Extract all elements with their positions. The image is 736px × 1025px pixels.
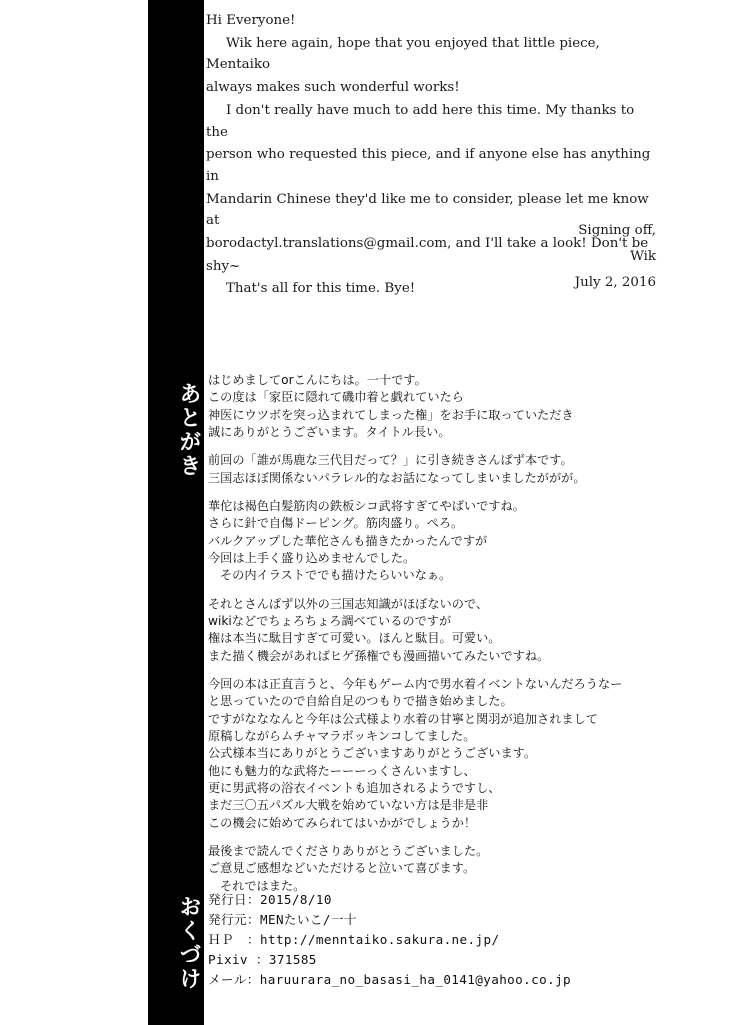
colophon-value: 2015/8/10 <box>259 892 332 907</box>
afterword-paragraph <box>208 372 708 441</box>
signoff-author: Wik <box>630 249 656 265</box>
afterword-line: それではまた。 <box>220 878 306 893</box>
afterword-line: また描く機会があればヒゲ孫権でも漫画描いてみたいですね。 <box>208 648 550 663</box>
afterword-line: 今回の本は正直言うと、今年もゲーム内で男水着イベントないんだろうなー <box>208 676 623 691</box>
letter-line: I don't really have much to add here this time. My thanks to the <box>206 102 635 140</box>
afterword-line: その内イラストででも描けたらいいなぁ。 <box>220 568 452 583</box>
colophon-label: メール： <box>208 971 260 987</box>
afterword-line: 誠にありがとうございます。タイトル長い。 <box>208 424 451 439</box>
letter-line: always makes such wonderful works! <box>206 80 460 96</box>
afterword-paragraph <box>208 596 708 665</box>
colophon-label: Pixiv ： <box>208 951 269 967</box>
colophon-row-mail <box>208 970 678 990</box>
colophon-value: 371585 <box>268 951 317 967</box>
colophon-row-date <box>208 890 678 910</box>
afterword-line: 今回は上手く盛り込めませんでした。 <box>208 550 416 565</box>
afterword-line: 三国志ほぼ関係ないパラレル的なお話になってしまいましたががが。 <box>208 470 586 485</box>
afterword-line: まだ三〇五パズル大戦を始めていない方は是非是非 <box>208 798 489 813</box>
letter-line: Wik here again, hope that you enjoyed that little piece, Mentaiko <box>206 35 600 73</box>
colophon-label: 発行元： <box>208 911 260 927</box>
letter-line: Mandarin Chinese they'd like me to consider, please let me know at <box>206 191 649 229</box>
colophon-row-homepage <box>208 930 678 950</box>
afterword-line: 華佗は褐色白髪筋肉の鉄板シコ武将すぎてやばいですね。 <box>208 498 525 513</box>
colophon-label: ＨＰ ： <box>208 931 260 947</box>
letter-line: borodactyl.translations@gmail.com, and I'll take a look! Don't be <box>206 236 649 252</box>
afterword-paragraph <box>208 452 708 487</box>
afterword-line: この度は「家臣に隠れて磯巾着と戯れていたら <box>208 390 464 405</box>
colophon-row-pixiv <box>208 950 678 970</box>
afterword-line: 原稿しながらムチャマラボッキンコしてました。 <box>208 728 476 743</box>
letter-line: person who requested this piece, and if anyone else has anything in <box>206 147 651 184</box>
colophon-label: 発行日： <box>208 892 260 907</box>
afterword-line: 神医にウツボを突っ込まれてしまった権」をお手に取っていただき <box>208 407 574 422</box>
letter-signoff <box>430 218 656 296</box>
afterword-line: それとさんぱず以外の三国志知識がほぼないので、 <box>208 596 489 611</box>
spine-label-afterword: あとがき <box>176 382 201 478</box>
afterword-line: 前回の「誰が馬鹿な三代目だって？」に引き続きさんぱず本です。 <box>208 453 573 468</box>
letter-line: shy~ <box>206 258 241 274</box>
afterword-line: 他にも魅力的な武将たーーーっくさんいますし、 <box>208 763 476 778</box>
spine-label-colophon: おくづけ <box>176 895 201 991</box>
spine-band <box>148 0 204 1025</box>
afterword-line: 公式様本当にありがとうございますありがとうございます。 <box>208 746 537 761</box>
colophon-value: haruurara_no_basasi_ha_0141@yahoo.co.jp <box>259 971 572 987</box>
afterword-line: 最後まで読んでくださりありがとうございました。 <box>208 843 489 858</box>
signoff-line: Signing off, <box>578 223 656 238</box>
afterword-line: と思っていたので自給自足のつもりで描き始めました。 <box>208 694 513 709</box>
afterword-line: さらに針で自傷ドーピング。筋肉盛り。ぺろ。 <box>208 516 464 531</box>
letter-line: That's all for this time. Bye! <box>226 281 416 297</box>
afterword-line: wikiなどでちょろちょろ調べているのですが <box>208 613 452 628</box>
afterword-line: 更に男武将の浴衣イベントも追加されるようですし、 <box>208 780 501 795</box>
colophon-value: http://menntaiko.sakura.ne.jp/ <box>259 931 500 947</box>
afterword-line: はじめましてorこんにちは。一十です。 <box>208 373 427 387</box>
colophon-value: MENたいこ/一十 <box>259 911 357 927</box>
afterword-line: ご意見ご感想などいただけると泣いて喜びます。 <box>208 861 476 876</box>
afterword-text <box>208 372 708 906</box>
colophon-row-publisher <box>208 910 678 930</box>
colophon-block <box>208 890 678 989</box>
afterword-line: バルクアップした華佗さんも描きたかったんですが <box>208 533 488 548</box>
letter-line: Hi Everyone! <box>206 13 296 28</box>
afterword-paragraph <box>208 498 708 585</box>
afterword-paragraph <box>208 843 708 895</box>
afterword-paragraph <box>208 676 708 832</box>
afterword-line: 権は本当に駄目すぎて可愛い。ほんと駄目。可愛い。 <box>208 631 501 646</box>
signoff-date: July 2, 2016 <box>574 275 656 291</box>
afterword-line: ですがなななんと今年は公式様より水着の甘寧と関羽が追加されまして <box>208 711 598 726</box>
afterword-line: この機会に始めてみられてはいかがでしょうか！ <box>208 815 477 830</box>
